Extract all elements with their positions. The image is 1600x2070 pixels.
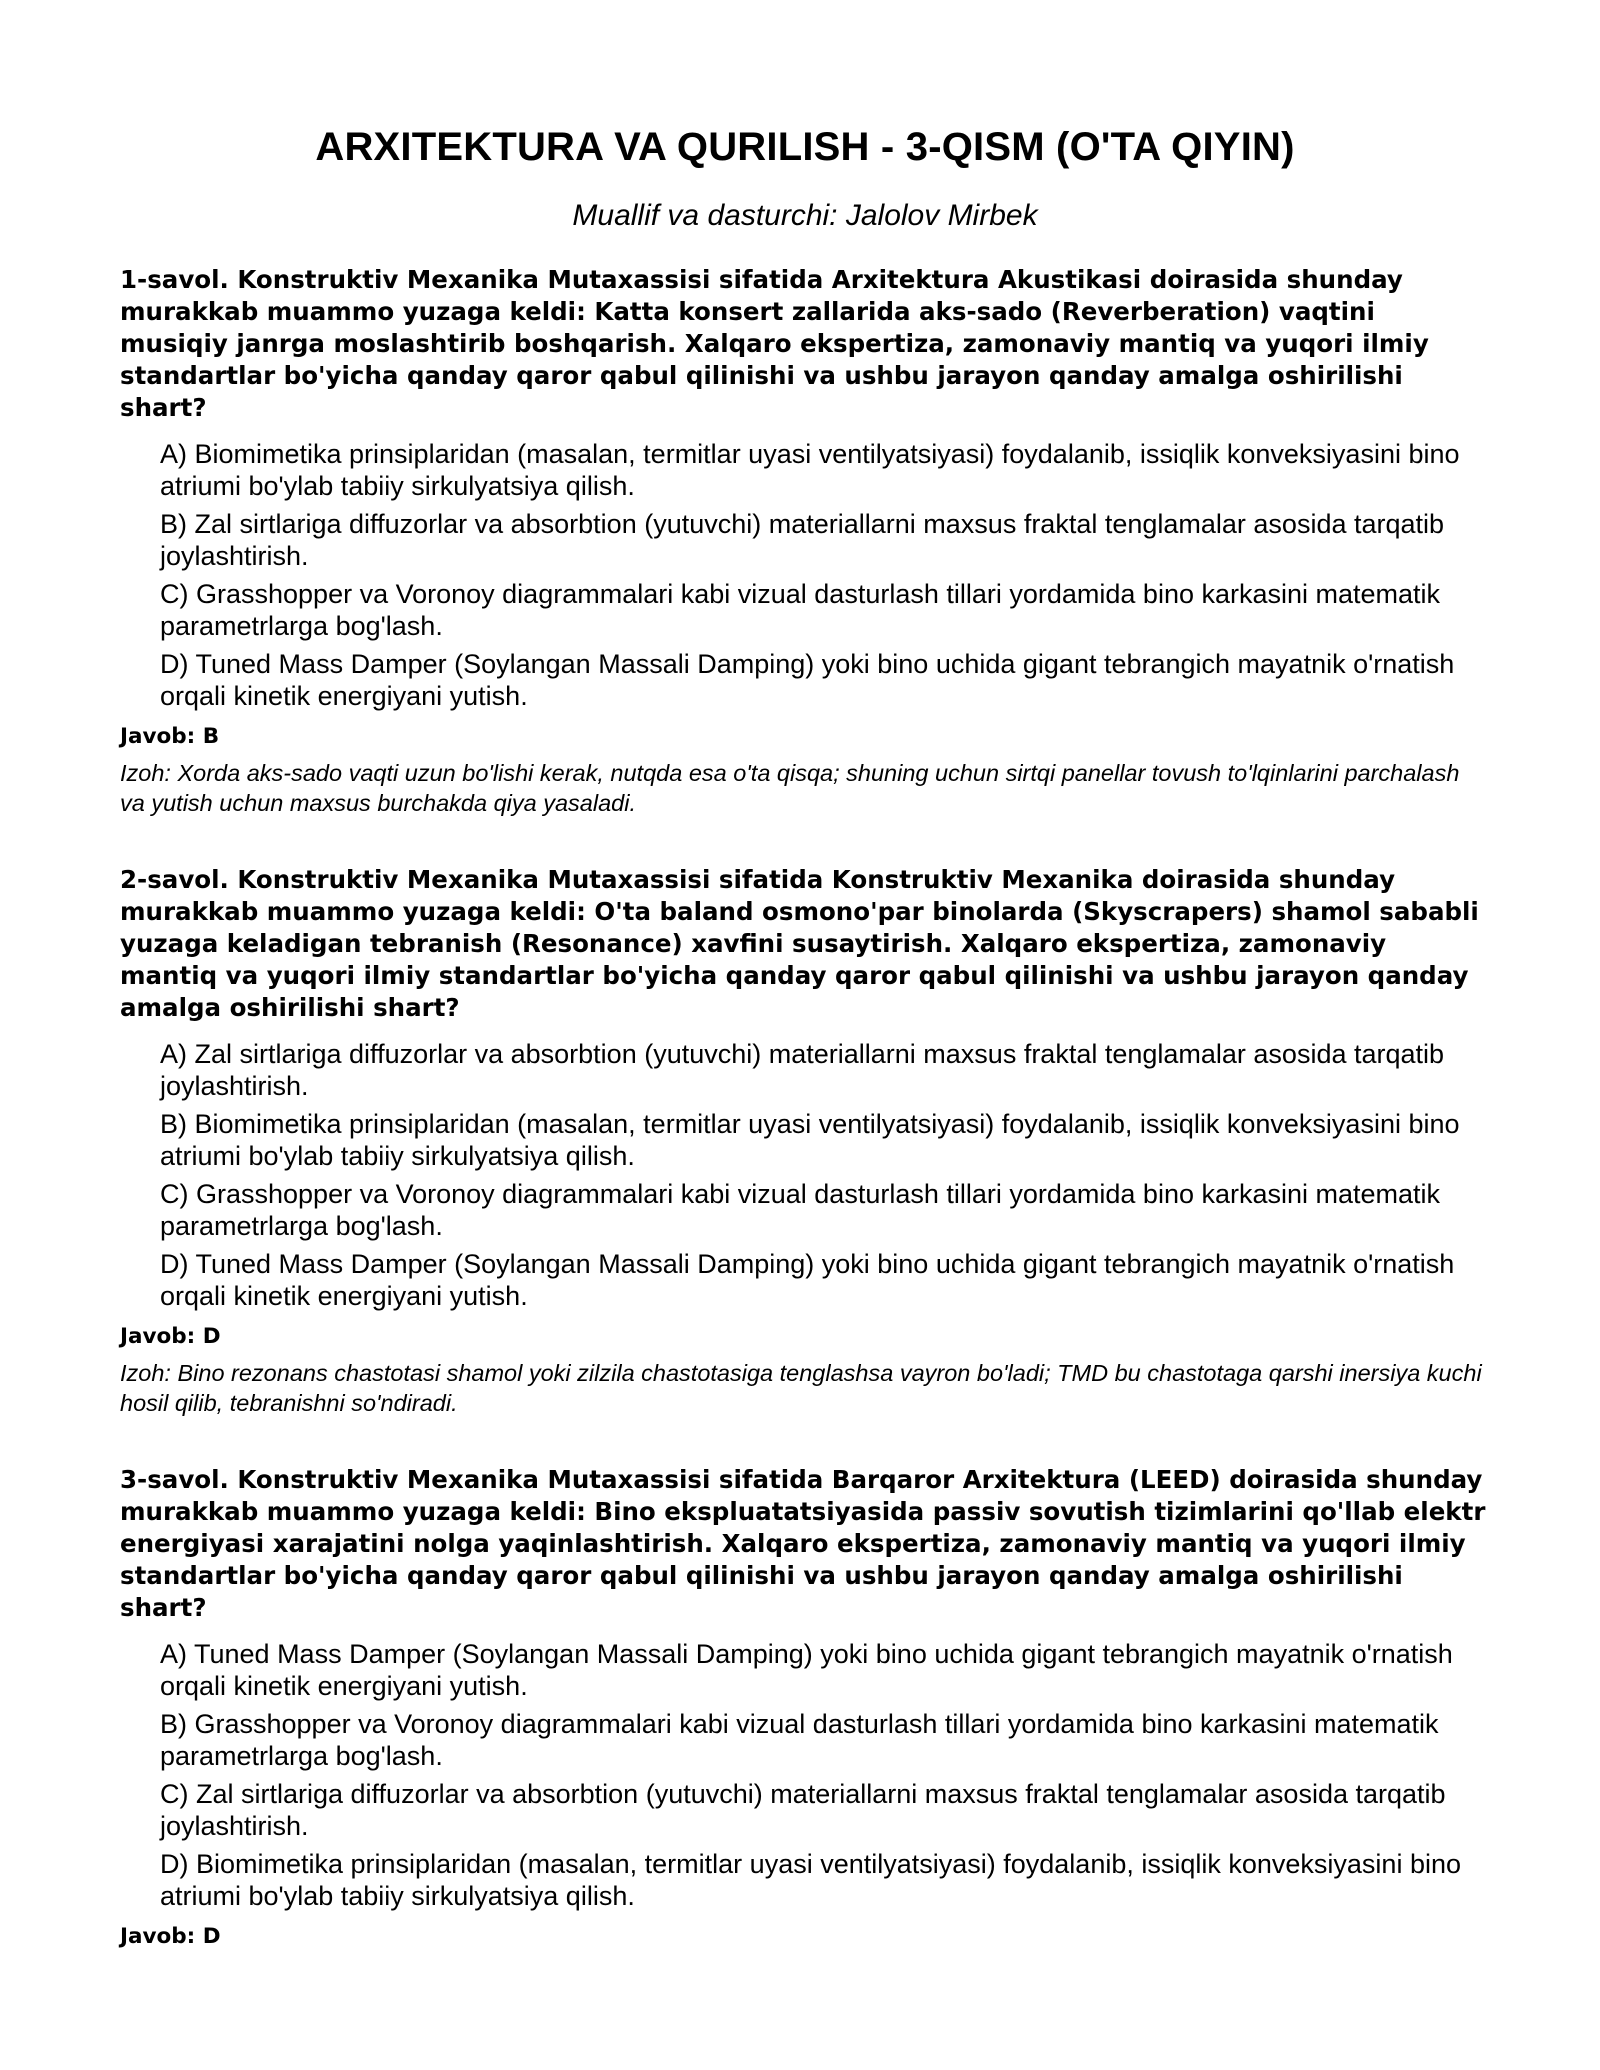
explanation-note: Izoh: Bino rezonans chastotasi shamol yoki zilzila chastotasiga tenglashsa vayron bo'ladi; TMD bu chastotaga qarshi inersiya kuchi hosil qilib, tebranishni so'ndiradi. bbox=[120, 1360, 1482, 1416]
answer-options bbox=[120, 1038, 1490, 1312]
question-block bbox=[120, 864, 1490, 1418]
option-d: D) Tuned Mass Damper (Soylangan Massali Damping) yoki bino uchida gigant tebrangich mayatnik o'rnatish orqali kinetik energiyani yutish. bbox=[160, 649, 1455, 711]
answer-label: Javob: B bbox=[120, 724, 220, 749]
option-b: B) Zal sirtlariga diffuzorlar va absorbtion (yutuvchi) materiallarni maxsus fraktal tenglamalar asosida tarqatib joylashtirish. bbox=[160, 509, 1445, 571]
option-b: B) Biomimetika prinsiplaridan (masalan, termitlar uyasi ventilyatsiyasi) foydalanib, issiqlik konveksiyasini bino atriumi bo'ylab tabiiy sirkulyatsiya qilish. bbox=[160, 1109, 1460, 1171]
question-text: 3-savol. Konstruktiv Mexanika Mutaxassisi sifatida Barqaror Arxitektura (LEED) doirasida shunday murakkab muammo yuzaga keldi: Bino ekspluatatsiyasida passiv sovutish tizimlarini qo'llab elektr energiyasi xarajatini nolga yaqinlashtirish. Xalqaro ekspertiza, zamonaviy mantiq va yuqori ilmiy standartlar bo'yicha qanday qaror qabul qilinishi va ushbu jarayon qanday amalga oshirilishi shart? bbox=[120, 1465, 1486, 1622]
question-block bbox=[120, 1464, 1490, 1952]
option-c: C) Zal sirtlariga diffuzorlar va absorbtion (yutuvchi) materiallarni maxsus fraktal tenglamalar asosida tarqatib joylashtirish. bbox=[160, 1779, 1446, 1841]
option-a: A) Tuned Mass Damper (Soylangan Massali Damping) yoki bino uchida gigant tebrangich mayatnik o'rnatish orqali kinetik energiyani yutish. bbox=[160, 1639, 1453, 1701]
option-c: C) Grasshopper va Voronoy diagrammalari kabi vizual dasturlash tillari yordamida bino karkasini matematik parametrlarga bog'lash. bbox=[160, 579, 1441, 641]
option-a: A) Zal sirtlariga diffuzorlar va absorbtion (yutuvchi) materiallarni maxsus fraktal tenglamalar asosida tarqatib joylashtirish. bbox=[160, 1039, 1445, 1101]
document-page bbox=[120, 118, 1490, 1998]
question-block bbox=[120, 264, 1490, 818]
explanation-note: Izoh: Xorda aks-sado vaqti uzun bo'lishi kerak, nutqda esa o'ta qisqa; shuning uchun sirtqi panellar tovush to'lqinlarini parchalash va yutish uchun maxsus burchakda qiya yasaladi. bbox=[120, 760, 1460, 816]
question-text: 1-savol. Konstruktiv Mexanika Mutaxassisi sifatida Arxitektura Akustikasi doirasida shunday murakkab muammo yuzaga keldi: Katta konsert zallarida aks-sado (Reverberation) vaqtini musiqiy janrga moslashtirib boshqarish. Xalqaro ekspertiza, zamonaviy mantiq va yuqori ilmiy standartlar bo'yicha qanday qaror qabul qilinishi va ushbu jarayon qanday amalga oshirilishi shart? bbox=[120, 265, 1429, 422]
question-text: 2-savol. Konstruktiv Mexanika Mutaxassisi sifatida Konstruktiv Mexanika doirasida shunday murakkab muammo yuzaga keldi: O'ta baland osmono'par binolarda (Skyscrapers) shamol sababli yuzaga keladigan tebranish (Resonance) xavfini susaytirish. Xalqaro ekspertiza, zamonaviy mantiq va yuqori ilmiy standartlar bo'yicha qanday qaror qabul qilinishi va ushbu jarayon qanday amalga oshirilishi shart? bbox=[120, 865, 1479, 1022]
option-d: D) Biomimetika prinsiplaridan (masalan, termitlar uyasi ventilyatsiyasi) foydalanib, issiqlik konveksiyasini bino atriumi bo'ylab tabiiy sirkulyatsiya qilish. bbox=[160, 1849, 1461, 1911]
answer-options bbox=[120, 438, 1490, 712]
answer-label: Javob: D bbox=[120, 1924, 221, 1949]
option-d: D) Tuned Mass Damper (Soylangan Massali Damping) yoki bino uchida gigant tebrangich mayatnik o'rnatish orqali kinetik energiyani yutish. bbox=[160, 1249, 1455, 1311]
document-title: ARXITEKTURA VA QURILISH - 3-QISM (O'TA QIYIN) bbox=[315, 125, 1295, 169]
document-subtitle: Muallif va dasturchi: Jalolov Mirbek bbox=[572, 199, 1038, 232]
answer-options bbox=[120, 1638, 1490, 1912]
option-a: A) Biomimetika prinsiplaridan (masalan, termitlar uyasi ventilyatsiyasi) foydalanib, issiqlik konveksiyasini bino atriumi bo'ylab tabiiy sirkulyatsiya qilish. bbox=[160, 439, 1460, 501]
option-c: C) Grasshopper va Voronoy diagrammalari kabi vizual dasturlash tillari yordamida bino karkasini matematik parametrlarga bog'lash. bbox=[160, 1179, 1441, 1241]
answer-label: Javob: D bbox=[120, 1324, 221, 1349]
option-b: B) Grasshopper va Voronoy diagrammalari kabi vizual dasturlash tillari yordamida bino karkasini matematik parametrlarga bog'lash. bbox=[160, 1709, 1439, 1771]
